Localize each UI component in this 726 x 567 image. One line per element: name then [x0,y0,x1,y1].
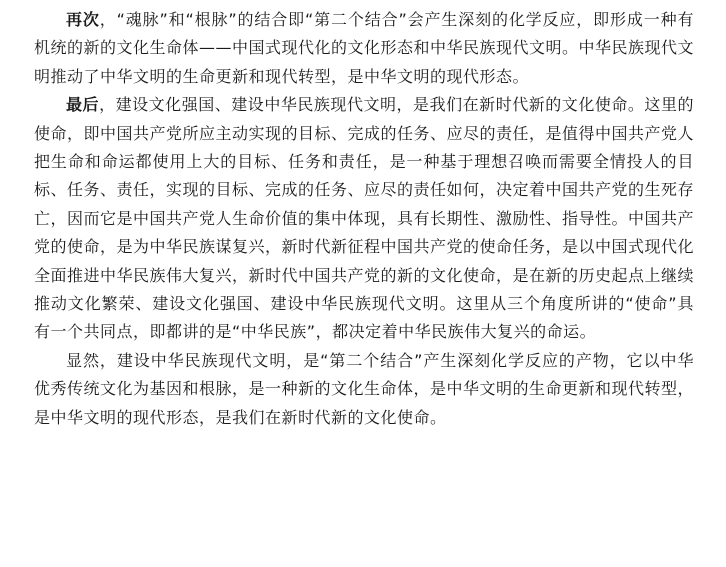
paragraph-1 [34,6,694,91]
paragraph-2 [34,91,694,347]
paragraph-1-text: ，“魂脉”和“根脉”的结合即“第二个结合”会产生深刻的化学反应，即形成一种有机统的新的文化生命体——中国式现代化的文化形态和中华民族现代文明。中华民族现代文明推动了中华文明的生命更新和现代转型，是中华文明的现代形态。 [34,10,695,86]
paragraph-2-lead: 最后 [66,95,100,115]
paragraph-1-lead: 再次 [66,10,100,29]
paragraph-2-text: ，建设文化强国、建设中华民族现代文明，是我们在新时代新的文化使命。这里的使命，即中国共产党所应主动实现的目标、完成的任务、应尽的责任，是值得中国共产党人把生命和命运都使用上大的目标、任务和责任，是一种基于理想召唤而需要全情投人的目标、任务、责任，实现的目标、完成的任务、应尽的责任如何，决定着中国共产党的生死存亡，因而它是中国共产党人生命价值的集中体现，具有长期性、激励性、指导性。中国共产党的使命，是为中华民族谋复兴，新时代新征程中国共产党的使命任务，是以中国式现代化全面推进中华民族伟大复兴，新时代中国共产党的新的文化使命，是在新的历史起点上继续推动文化繁荣、建设文化强国、建设中华民族现代文明。这里从三个角度所讲的“使命”具有一个共同点，即都讲的是“中华民族”，都决定着中华民族伟大复兴的命运。 [34,95,695,342]
paragraph-3-text: 显然，建设中华民族现代文明，是“第二个结合”产生深刻化学反应的产物，它以中华优秀传统文化为基因和根脉，是一种新的文化生命体，是中华文明的生命更新和现代转型，是中华文明的现代形态，是我们在新时代新的文化使命。 [34,350,695,427]
document-body [34,6,694,432]
paragraph-3 [34,347,694,432]
